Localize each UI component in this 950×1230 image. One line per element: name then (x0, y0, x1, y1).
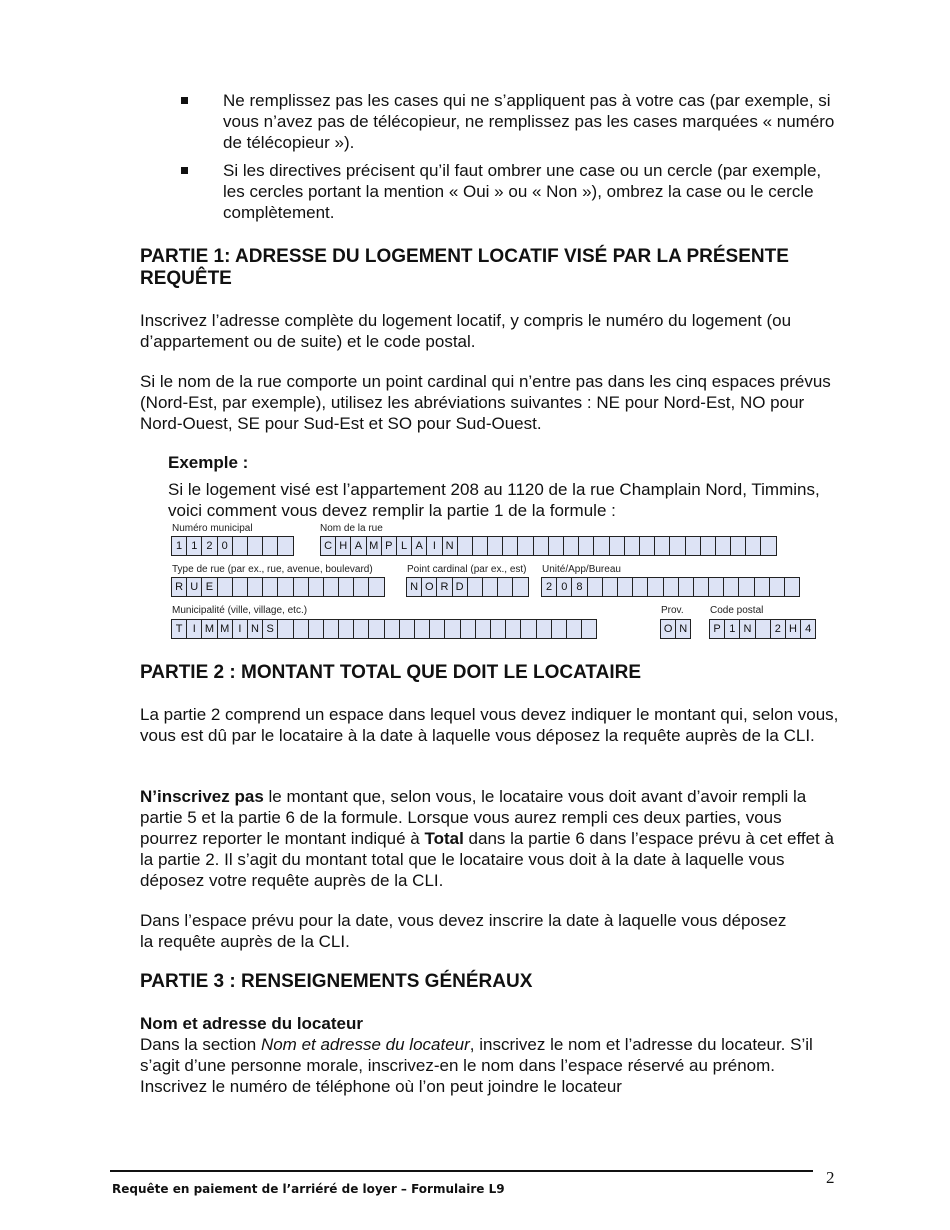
form-char-cell (520, 619, 536, 639)
form-char-cell (308, 619, 324, 639)
form-char-cell (232, 577, 248, 597)
form-char-cell (663, 577, 679, 597)
form-char-cell (502, 536, 518, 556)
form-char-cell (551, 619, 567, 639)
form-char-cell (723, 577, 739, 597)
form-char-cell (517, 536, 533, 556)
example-text: Si le logement visé est l’appartement 208 au 1120 de la rue Champlain Nord, Timmins, voici comment vous devez remplir la partie 1 de la formule : (168, 480, 820, 520)
form-char-cell (353, 619, 369, 639)
body-text: dans la partie 6 dans l’espace prévu à cet effet à la partie 2. Il s’agit du montant total que le locataire vous doit à la date à laquelle vous déposez votre requête auprès de la CLI. (140, 829, 834, 890)
field-label: Unité/App/Bureau (542, 564, 621, 575)
form-char-cell: 2 (541, 577, 557, 597)
form-char-cell (277, 619, 293, 639)
form-char-cell (277, 536, 293, 556)
form-char-cell (639, 536, 655, 556)
form-char-cell (654, 536, 670, 556)
form-char-cell (232, 536, 248, 556)
form-char-cell (399, 619, 415, 639)
form-char-cell: I (426, 536, 442, 556)
point-cardinal-cells (406, 577, 528, 597)
form-char-cell (609, 536, 625, 556)
partie2-paragraph: La partie 2 comprend un espace dans lequel vous devez indiquer le montant qui, selon vous, vous est dû par le locataire à la date à laquelle vous déposez la requête auprès de la CLI. (140, 705, 839, 745)
form-char-cell: N (675, 619, 691, 639)
bullet-item: Si les directives précisent qu’il faut ombrer une case ou un cercle (par exemple, les cercles portant la mention « Oui » ou « Non »), ombrez la case ou le cercle complètement. (223, 161, 822, 222)
form-char-cell: E (201, 577, 217, 597)
partie1-paragraph: Inscrivez l’adresse complète du logement locatif, y compris le numéro du logement (ou d’appartement ou de suite) et le code postal. (140, 311, 792, 351)
form-char-cell: N (442, 536, 458, 556)
body-text: , inscrivez le nom et l’adresse du locateur. S’il s’agit d’une personne morale, inscrivez-en le nom dans l’espace réservé au prénom. Inscrivez le numéro de téléphone où l’on peut joindre le locateur (140, 1035, 813, 1096)
form-char-cell (247, 536, 263, 556)
numero-municipal-cells (171, 536, 293, 556)
form-char-cell (738, 577, 754, 597)
bullet-marker (181, 167, 188, 174)
form-char-cell (262, 577, 278, 597)
form-char-cell (353, 577, 369, 597)
form-char-cell: A (411, 536, 427, 556)
bullet-marker (181, 97, 188, 104)
form-char-cell: O (660, 619, 676, 639)
form-char-cell: N (739, 619, 755, 639)
form-char-cell (715, 536, 731, 556)
partie3-subheading: Nom et adresse du locateur (140, 1014, 363, 1033)
form-char-cell (277, 577, 293, 597)
form-char-cell (368, 619, 384, 639)
form-char-cell: P (709, 619, 725, 639)
example-label: Exemple : (168, 453, 249, 472)
form-char-cell (578, 536, 594, 556)
form-char-cell (472, 536, 488, 556)
body-text: le montant que, selon vous, le locataire vous doit avant d’avoir rempli la partie 5 et la partie 6 de la formule. Lorsque vous aurez rempli ces deux parties, vous pourrez reporter le montant indiqué à (140, 787, 807, 848)
form-char-cell: N (406, 577, 422, 597)
form-char-cell: 4 (800, 619, 816, 639)
form-char-cell (745, 536, 761, 556)
form-char-cell (602, 577, 618, 597)
form-char-cell (632, 577, 648, 597)
form-char-cell (293, 619, 309, 639)
type-rue-cells (171, 577, 384, 597)
form-char-cell (497, 577, 513, 597)
partie2-paragraph-mixed (140, 786, 840, 891)
form-char-cell: I (186, 619, 202, 639)
form-char-cell (693, 577, 709, 597)
form-char-cell (755, 619, 771, 639)
page-number: 2 (826, 1168, 835, 1187)
form-char-cell (487, 536, 503, 556)
code-postal-cells (709, 619, 815, 639)
form-char-cell (593, 536, 609, 556)
italic-text: Nom et adresse du locateur (260, 1035, 470, 1054)
form-char-cell (617, 577, 633, 597)
partie3-heading: PARTIE 3 : RENSEIGNEMENTS GÉNÉRAUX (140, 971, 533, 992)
form-char-cell (730, 536, 746, 556)
form-char-cell (512, 577, 528, 597)
form-char-cell (563, 536, 579, 556)
form-char-cell: 1 (724, 619, 740, 639)
field-label: Point cardinal (par ex., est) (407, 564, 527, 575)
footer-rule (110, 1170, 813, 1172)
unite-cells (541, 577, 799, 597)
form-char-cell (685, 536, 701, 556)
form-char-cell (460, 619, 476, 639)
nom-rue-cells (320, 536, 776, 556)
partie3-paragraph (140, 1034, 840, 1097)
form-char-cell (323, 577, 339, 597)
form-char-cell (247, 577, 263, 597)
form-char-cell (624, 536, 640, 556)
form-char-cell (293, 577, 309, 597)
form-char-cell (444, 619, 460, 639)
form-char-cell (669, 536, 685, 556)
form-char-cell (262, 536, 278, 556)
form-char-cell: H (335, 536, 351, 556)
form-char-cell (323, 619, 339, 639)
form-char-cell (338, 577, 354, 597)
form-char-cell: O (421, 577, 437, 597)
partie1-paragraph: Si le nom de la rue comporte un point cardinal qui n’entre pas dans les cinq espaces prévus (Nord-Est, par exemple), utilisez les abréviations suivantes : NE pour Nord-Est, NO pour Nord-Ouest, SE pour Sud-Est et SO pour Sud-Ouest. (140, 372, 831, 433)
form-char-cell (467, 577, 483, 597)
form-char-cell: D (452, 577, 468, 597)
form-char-cell (536, 619, 552, 639)
form-char-cell: 1 (186, 536, 202, 556)
form-char-cell (475, 619, 491, 639)
form-char-cell: S (262, 619, 278, 639)
footer-title: Requête en paiement de l’arriéré de loyer – Formulaire L9 (112, 1182, 505, 1196)
form-char-cell (505, 619, 521, 639)
form-char-cell: 2 (770, 619, 786, 639)
form-char-cell (784, 577, 800, 597)
field-label: Numéro municipal (172, 523, 253, 534)
municipalite-cells (171, 619, 596, 639)
form-char-cell (429, 619, 445, 639)
form-char-cell: R (171, 577, 187, 597)
form-char-cell (548, 536, 564, 556)
form-char-cell: N (247, 619, 263, 639)
field-label: Type de rue (par ex., rue, avenue, boulevard) (172, 564, 373, 575)
form-char-cell: 8 (571, 577, 587, 597)
partie2-paragraph: Dans l’espace prévu pour la date, vous devez inscrire la date à laquelle vous déposez la requête auprès de la CLI. (140, 911, 787, 951)
field-label: Municipalité (ville, village, etc.) (172, 605, 308, 616)
form-char-cell (384, 619, 400, 639)
province-cells (660, 619, 690, 639)
form-char-cell: L (396, 536, 412, 556)
form-char-cell (217, 577, 233, 597)
form-char-cell (581, 619, 597, 639)
form-char-cell (414, 619, 430, 639)
form-char-cell (708, 577, 724, 597)
form-char-cell: T (171, 619, 187, 639)
form-char-cell (647, 577, 663, 597)
form-char-cell (338, 619, 354, 639)
form-char-cell (457, 536, 473, 556)
form-char-cell: M (201, 619, 217, 639)
form-char-cell: I (232, 619, 248, 639)
form-char-cell: P (381, 536, 397, 556)
form-char-cell (587, 577, 603, 597)
form-char-cell (482, 577, 498, 597)
form-char-cell: 0 (217, 536, 233, 556)
form-char-cell (566, 619, 582, 639)
form-char-cell: U (186, 577, 202, 597)
form-char-cell: M (366, 536, 382, 556)
form-char-cell (760, 536, 776, 556)
emphasis-text: N’inscrivez pas (140, 787, 264, 806)
form-char-cell (754, 577, 770, 597)
form-char-cell: A (350, 536, 366, 556)
body-text: Dans la section (140, 1035, 261, 1054)
partie2-heading: PARTIE 2 : MONTANT TOTAL QUE DOIT LE LOCATAIRE (140, 662, 642, 683)
form-char-cell: C (320, 536, 336, 556)
example-block (168, 453, 828, 521)
form-char-cell (308, 577, 324, 597)
form-char-cell: 1 (171, 536, 187, 556)
form-char-cell: H (785, 619, 801, 639)
emphasis-text: Total (424, 829, 464, 848)
field-label: Nom de la rue (320, 523, 383, 534)
form-char-cell: 2 (201, 536, 217, 556)
partie1-heading: PARTIE 1: ADRESSE DU LOGEMENT LOCATIF VISÉ PAR LA PRÉSENTE REQUÊTE (140, 246, 789, 289)
form-char-cell (368, 577, 384, 597)
form-char-cell (533, 536, 549, 556)
form-char-cell (769, 577, 785, 597)
bullet-item: Ne remplissez pas les cases qui ne s’appliquent pas à votre cas (par exemple, si vous n’avez pas de télécopieur, ne remplissez pas les cases marquées « numéro de télécopieur »). (223, 91, 835, 152)
form-char-cell (490, 619, 506, 639)
field-label: Code postal (710, 605, 764, 616)
form-char-cell: M (217, 619, 233, 639)
form-char-cell (700, 536, 716, 556)
form-char-cell: R (436, 577, 452, 597)
field-label: Prov. (661, 605, 684, 616)
form-char-cell: 0 (556, 577, 572, 597)
form-char-cell (678, 577, 694, 597)
